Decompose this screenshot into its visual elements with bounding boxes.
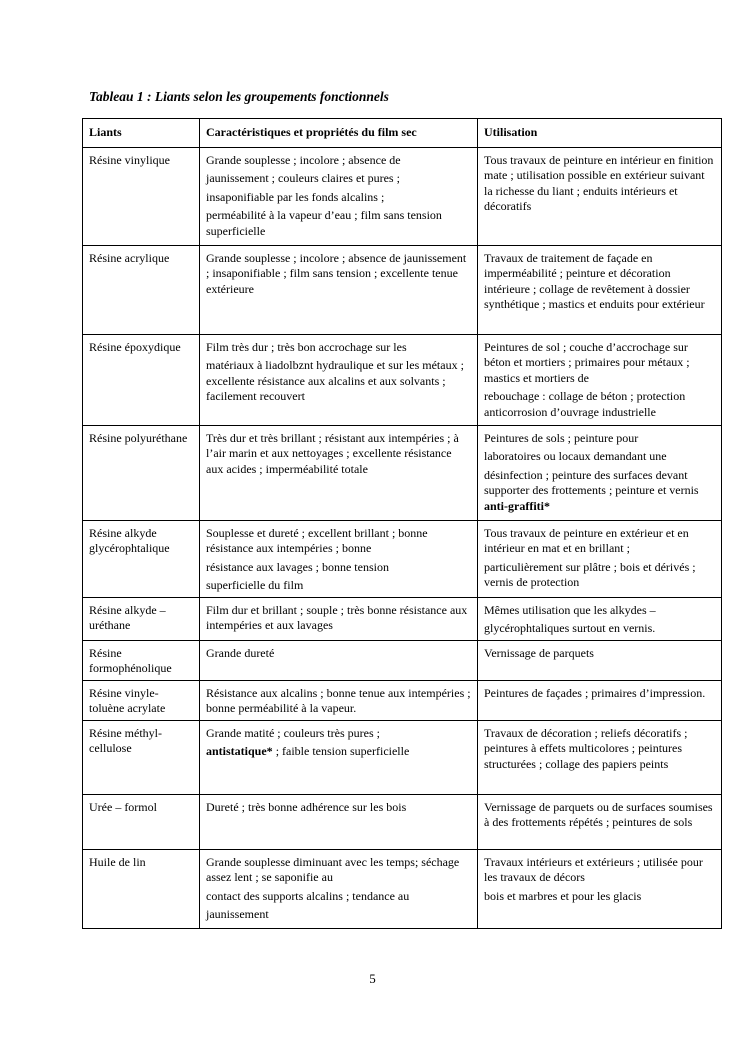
table-row [83, 147, 722, 245]
header-liants: Liants [83, 119, 200, 148]
liant-cell: Résine vinyle-toluène acrylate [83, 680, 200, 720]
caracteristiques-cell: Film très dur ; très bon accrochage sur les matériaux à liadolbznt hydraulique et sur les métaux ; excellente résistance aux alcalins et aux solvants ; facilement recouvert [200, 334, 478, 425]
caracteristiques-cell: Grande dureté [200, 640, 478, 680]
table-row [83, 680, 722, 720]
caracteristiques-cell: Résistance aux alcalins ; bonne tenue aux intempéries ; bonne perméabilité à la vapeur. [200, 680, 478, 720]
utilisation-cell: Travaux de traitement de façade en imperméabilité ; peinture et décoration intérieure ; collage de revêtement à dossier synthétique ; mastics et enduits pour extérieur [478, 245, 722, 334]
anti-graffiti-bold: anti-graffiti* [484, 498, 550, 513]
table-row [83, 334, 722, 425]
table-row [83, 425, 722, 520]
utilisation-cell: Peintures de façades ; primaires d’impression. [478, 680, 722, 720]
utilisation-cell: Vernissage de parquets ou de surfaces soumises à des frottements répétés ; peintures de sols [478, 794, 722, 849]
table-row [83, 794, 722, 849]
liant-cell: Résine alkyde glycérophtalique [83, 520, 200, 597]
table-row [83, 245, 722, 334]
table-row [83, 720, 722, 794]
caracteristiques-cell: Grande souplesse ; incolore ; absence de jaunissement ; couleurs claires et pures ; insaponifiable par les fonds alcalins ; perméabilité à la vapeur d’eau ; film sans tension superficielle [200, 147, 478, 245]
page-number: 5 [369, 971, 376, 986]
caracteristiques-cell: Grande souplesse ; incolore ; absence de jaunissement ; insaponifiable ; film sans tension ; excellente tenue extérieure [200, 245, 478, 334]
utilisation-cell: Travaux de décoration ; reliefs décoratifs ; peintures à effets multicolores ; peintures structurées ; collage des papiers peints [478, 720, 722, 794]
table-row [83, 597, 722, 640]
utilisation-cell: Travaux intérieurs et extérieurs ; utilisée pour les travaux de décors bois et marbres et pour les glacis [478, 849, 722, 928]
caracteristiques-cell: Grande matité ; couleurs très pures ; antistatique* ; faible tension superficielle [200, 720, 478, 794]
utilisation-cell: Tous travaux de peinture en intérieur en finition mate ; utilisation possible en extérieur suivant la richesse du liant ; enduits intérieurs et décoratifs [478, 147, 722, 245]
utilisation-cell: Peintures de sols ; peinture pour laboratoires ou locaux demandant une désinfection ; peinture des surfaces devant supporter des frottements ; peinture et vernis anti-graffiti* [478, 425, 722, 520]
utilisation-cell: Tous travaux de peinture en extérieur et en intérieur en mat et en brillant ; particulièrement sur plâtre ; bois et dérivés ; vernis de protection [478, 520, 722, 597]
liant-cell: Résine époxydique [83, 334, 200, 425]
liant-cell: Résine méthyl-cellulose [83, 720, 200, 794]
header-utilisation: Utilisation [478, 119, 722, 148]
utilisation-cell: Peintures de sol ; couche d’accrochage sur béton et mortiers ; primaires pour métaux ; mastics et mortiers de rebouchage : collage de béton ; protection anticorrosion d’ouvrage industrielle [478, 334, 722, 425]
liant-cell: Urée – formol [83, 794, 200, 849]
caracteristiques-cell: Film dur et brillant ; souple ; très bonne résistance aux intempéries et aux lavages [200, 597, 478, 640]
utilisation-cell: Mêmes utilisation que les alkydes – glycérophtaliques surtout en vernis. [478, 597, 722, 640]
liants-table [82, 118, 722, 929]
header-caracteristiques: Caractéristiques et propriétés du film sec [200, 119, 478, 148]
liant-cell: Résine acrylique [83, 245, 200, 334]
caracteristiques-cell: Très dur et très brillant ; résistant aux intempéries ; à l’air marin et aux nettoyages ; excellente résistance aux acides ; imperméabilité totale [200, 425, 478, 520]
liant-cell: Résine formophénolique [83, 640, 200, 680]
table-row [83, 640, 722, 680]
table-row [83, 520, 722, 597]
caracteristiques-cell: Grande souplesse diminuant avec les temps; séchage assez lent ; se saponifie au contact des supports alcalins ; tendance au jaunissement [200, 849, 478, 928]
liant-cell: Résine vinylique [83, 147, 200, 245]
table-header-row [83, 119, 722, 148]
utilisation-cell: Vernissage de parquets [478, 640, 722, 680]
liant-cell: Résine polyuréthane [83, 425, 200, 520]
liant-cell: Huile de lin [83, 849, 200, 928]
liant-cell: Résine alkyde – uréthane [83, 597, 200, 640]
caracteristiques-cell: Souplesse et dureté ; excellent brillant ; bonne résistance aux intempéries ; bonne résistance aux lavages ; bonne tension superficielle du film [200, 520, 478, 597]
table-caption: Tableau 1 : Liants selon les groupements fonctionnels [89, 89, 389, 104]
antistatique-bold: antistatique* [206, 744, 273, 758]
caracteristiques-cell: Dureté ; très bonne adhérence sur les bois [200, 794, 478, 849]
table-row [83, 849, 722, 928]
